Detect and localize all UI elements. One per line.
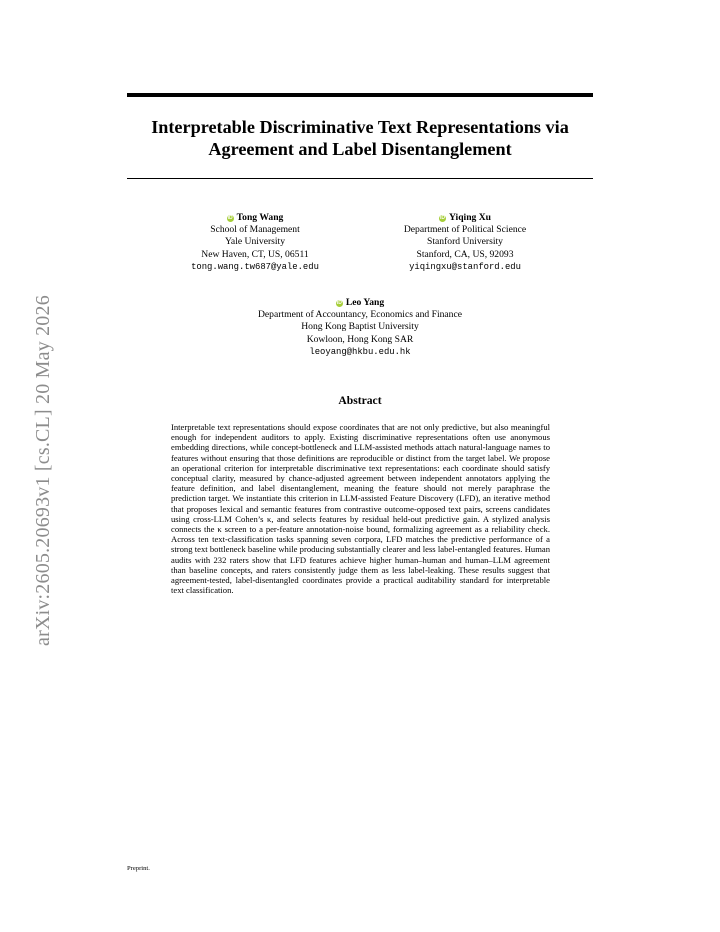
title-rule-bottom [127, 178, 593, 179]
title-rule-top [127, 93, 593, 97]
abstract-body [171, 422, 550, 595]
orcid-icon[interactable]: iD [336, 300, 342, 306]
author-affiliation: School of Management [210, 224, 300, 236]
orcid-icon[interactable]: iD [227, 215, 233, 221]
author-affiliation: Stanford University [427, 236, 503, 248]
author-affiliation: Hong Kong Baptist University [301, 321, 419, 333]
author-block-3 [210, 297, 510, 358]
author-name: Yiqing Xu [448, 212, 492, 223]
author-affiliation: Department of Accountancy, Economics and Finance [258, 309, 462, 321]
preprint-footer: Preprint. [127, 865, 150, 872]
abstract-text: Interpretable text representations should expose coordinates that are not only predictive, but also meaningful enough for independent auditors to apply. Existing discriminative representations often use anonymous embedding directions, while concept-bottleneck and LLM-assisted methods attach natural-language names to features without ensuring that those definitions are reproducible or distinct from the target label. We propose an operational criterion for interpretable discriminative text representations: each coordinate should satisfy conceptual clarity, measured by chance-adjusted agreement between independent annotators applying the feature definition, and label disentanglement, meaning the feature should not merely paraphrase the prediction target. We instantiate this criterion in LLM-assisted Feature Discovery (LFD), an iterative method that proposes lexical and semantic features from contrastive outcome-opposed text pairs, screens candidates using cross-LLM Cohen’s κ, and selects features by residual held-out predictive gain. A stylized analysis connects the κ screen to a per-feature annotation-noise bound, formalizing agreement as a reliability check. Across ten text-classification tasks spanning seven corpora, LFD matches the predictive performance of a strong text bottleneck baseline while producing substantially clearer and less label-entangled features. Human audits with 232 raters show that LFD features achieve higher human–human and human–LLM agreement than baseline concepts, and raters consistently judge them as less label-leaking. These results suggest that agreement-tested, label-disentangled coordinates provide a practical auditability standard for interpretable text classification. [171, 422, 550, 596]
author-address: Kowloon, Hong Kong SAR [306, 333, 414, 345]
author-email[interactable]: yiqingxu@stanford.edu [409, 261, 521, 272]
author-name: Leo Yang [345, 297, 385, 308]
author-email[interactable]: leoyang@hkbu.edu.hk [309, 346, 411, 357]
author-block-1 [155, 212, 355, 273]
paper-title: Interpretable Discriminative Text Representations via Agreement and Label Disentanglement [151, 117, 569, 159]
arxiv-identifier: arXiv:2605.20693v1 [cs.CL] 20 May 2026 [32, 295, 54, 646]
author-address: New Haven, CT, US, 06511 [201, 248, 309, 260]
author-affiliation: Department of Political Science [403, 224, 527, 236]
author-name: Tong Wang [236, 212, 284, 223]
orcid-icon[interactable]: iD [439, 215, 445, 221]
author-block-2 [365, 212, 565, 273]
abstract-heading: Abstract [338, 394, 382, 407]
author-address: Stanford, CA, US, 92093 [416, 248, 514, 260]
author-affiliation: Yale University [224, 236, 286, 248]
author-email[interactable]: tong.wang.tw687@yale.edu [191, 261, 319, 272]
